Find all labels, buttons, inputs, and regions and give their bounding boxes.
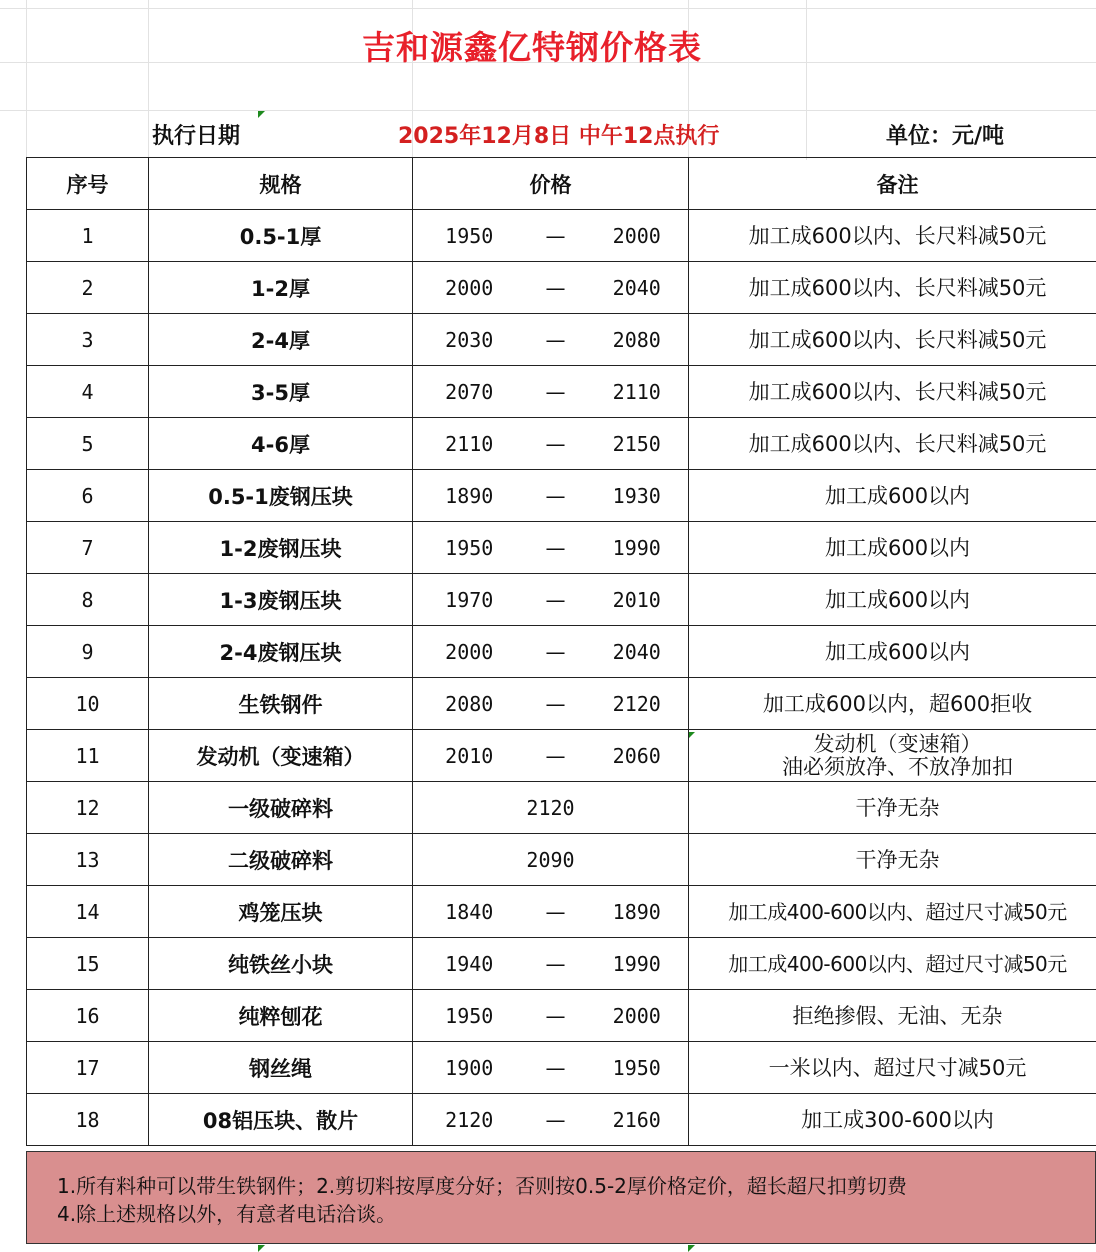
row-note: 加工成600以内 xyxy=(689,626,1096,678)
row-price-separator: — xyxy=(526,886,586,938)
table-row xyxy=(27,366,1096,418)
row-number: 6 xyxy=(27,470,149,522)
row-price-high: 2120 xyxy=(586,678,689,730)
table-row xyxy=(27,990,1096,1042)
table-row xyxy=(27,782,1096,834)
col-header-spec: 规格 xyxy=(149,158,413,210)
footnote-line-2: 4.除上述规格以外，有意者电话洽谈。 xyxy=(57,1202,397,1226)
table-row xyxy=(27,574,1096,626)
row-spec: 3-5厚 xyxy=(149,366,413,418)
row-number: 8 xyxy=(27,574,149,626)
row-note: 干净无杂 xyxy=(689,782,1096,834)
row-price-high: 2040 xyxy=(586,626,689,678)
row-price-separator: — xyxy=(526,262,586,314)
row-price-low: 1970 xyxy=(413,574,526,626)
table-row xyxy=(27,1094,1096,1146)
col-header-price: 价格 xyxy=(413,158,689,210)
row-spec: 鸡笼压块 xyxy=(149,886,413,938)
row-number: 5 xyxy=(27,418,149,470)
row-price-high: 2110 xyxy=(586,366,689,418)
row-price-separator: — xyxy=(526,1042,586,1094)
table-row xyxy=(27,886,1096,938)
row-note: 加工成600以内，超600拒收 xyxy=(689,678,1096,730)
row-note: 加工成600以内、长尺料减50元 xyxy=(689,314,1096,366)
unit-label: 单位：元/吨 xyxy=(886,124,1005,149)
table-row xyxy=(27,626,1096,678)
row-spec: 1-2厚 xyxy=(149,262,413,314)
row-spec: 1-3废钢压块 xyxy=(149,574,413,626)
grid-line xyxy=(0,110,1096,111)
table-row xyxy=(27,418,1096,470)
row-number: 11 xyxy=(27,730,149,782)
row-number: 15 xyxy=(27,938,149,990)
comment-marker-icon xyxy=(258,1245,265,1252)
row-price-high: 2150 xyxy=(586,418,689,470)
row-price-separator: — xyxy=(526,314,586,366)
row-price: 2090 xyxy=(413,834,689,886)
row-spec: 钢丝绳 xyxy=(149,1042,413,1094)
row-price-low: 1890 xyxy=(413,470,526,522)
row-note: 加工成600以内 xyxy=(689,522,1096,574)
row-number: 1 xyxy=(27,210,149,262)
row-price-separator: — xyxy=(526,574,586,626)
row-note: 加工成600以内、长尺料减50元 xyxy=(689,262,1096,314)
table-row xyxy=(27,522,1096,574)
row-note xyxy=(689,730,1096,782)
table-row xyxy=(27,210,1096,262)
table-header-row xyxy=(27,158,1096,210)
row-spec: 2-4厚 xyxy=(149,314,413,366)
row-number: 14 xyxy=(27,886,149,938)
row-price-high: 1930 xyxy=(586,470,689,522)
row-price-separator: — xyxy=(526,470,586,522)
sheet-title: 吉和源鑫亿特钢价格表 xyxy=(362,28,702,67)
col-header-no: 序号 xyxy=(27,158,149,210)
row-spec: 2-4废钢压块 xyxy=(149,626,413,678)
row-price-high: 1990 xyxy=(586,938,689,990)
row-price-low: 2000 xyxy=(413,626,526,678)
table-row xyxy=(27,678,1096,730)
row-spec: 二级破碎料 xyxy=(149,834,413,886)
row-spec: 纯粹刨花 xyxy=(149,990,413,1042)
row-price-low: 2080 xyxy=(413,678,526,730)
row-price-separator: — xyxy=(526,1094,586,1146)
row-price-high: 2060 xyxy=(586,730,689,782)
row-price-low: 2120 xyxy=(413,1094,526,1146)
row-spec: 4-6厚 xyxy=(149,418,413,470)
row-spec: 0.5-1厚 xyxy=(149,210,413,262)
row-spec: 发动机（变速箱） xyxy=(149,730,413,782)
row-price-low: 2110 xyxy=(413,418,526,470)
row-price-separator: — xyxy=(526,366,586,418)
row-price: 2120 xyxy=(413,782,689,834)
row-price-separator: — xyxy=(526,522,586,574)
row-number: 18 xyxy=(27,1094,149,1146)
row-number: 17 xyxy=(27,1042,149,1094)
row-note: 一米以内、超过尺寸减50元 xyxy=(689,1042,1096,1094)
row-price-separator: — xyxy=(526,678,586,730)
row-price-separator: — xyxy=(526,938,586,990)
row-number: 9 xyxy=(27,626,149,678)
row-price-high: 1950 xyxy=(586,1042,689,1094)
row-number: 10 xyxy=(27,678,149,730)
row-number: 3 xyxy=(27,314,149,366)
row-price-low: 2000 xyxy=(413,262,526,314)
table-row xyxy=(27,938,1096,990)
grid-line xyxy=(0,8,1096,9)
row-note: 加工成300-600以内 xyxy=(689,1094,1096,1146)
row-number: 2 xyxy=(27,262,149,314)
row-price-low: 1840 xyxy=(413,886,526,938)
comment-marker-icon xyxy=(688,1245,695,1252)
row-price-high: 1890 xyxy=(586,886,689,938)
row-price-separator: — xyxy=(526,210,586,262)
row-number: 13 xyxy=(27,834,149,886)
row-price-low: 1950 xyxy=(413,210,526,262)
row-price-low: 1950 xyxy=(413,522,526,574)
table-row xyxy=(27,1042,1096,1094)
row-number: 7 xyxy=(27,522,149,574)
row-spec: 生铁钢件 xyxy=(149,678,413,730)
price-table xyxy=(26,157,1096,1146)
row-price-separator: — xyxy=(526,418,586,470)
row-price-separator: — xyxy=(526,990,586,1042)
row-note: 加工成600以内、长尺料减50元 xyxy=(689,366,1096,418)
date-value: 2025年12月8日 中午12点执行 xyxy=(398,124,720,149)
row-note: 加工成600以内 xyxy=(689,574,1096,626)
row-price-high: 2160 xyxy=(586,1094,689,1146)
row-note-line-1: 发动机（变速箱） xyxy=(813,731,982,756)
row-spec: 1-2废钢压块 xyxy=(149,522,413,574)
row-price-high: 2000 xyxy=(586,990,689,1042)
row-price-high: 1990 xyxy=(586,522,689,574)
row-price-high: 2000 xyxy=(586,210,689,262)
row-number: 4 xyxy=(27,366,149,418)
row-spec: 08铝压块、散片 xyxy=(149,1094,413,1146)
row-spec: 纯铁丝小块 xyxy=(149,938,413,990)
row-note: 加工成600以内、长尺料减50元 xyxy=(689,210,1096,262)
row-price-separator: — xyxy=(526,626,586,678)
row-price-low: 1900 xyxy=(413,1042,526,1094)
date-label: 执行日期 xyxy=(152,124,241,149)
row-spec: 一级破碎料 xyxy=(149,782,413,834)
row-note-line-2: 油必须放净、不放净加扣 xyxy=(782,754,1014,779)
row-price-low: 2030 xyxy=(413,314,526,366)
table-row xyxy=(27,834,1096,886)
row-price-separator: — xyxy=(526,730,586,782)
row-note: 加工成400-600以内、超过尺寸减50元 xyxy=(689,886,1096,938)
table-row xyxy=(27,470,1096,522)
row-price-low: 1950 xyxy=(413,990,526,1042)
row-price-low: 2070 xyxy=(413,366,526,418)
row-price-high: 2040 xyxy=(586,262,689,314)
row-number: 16 xyxy=(27,990,149,1042)
table-row xyxy=(27,730,1096,782)
row-price-low: 2010 xyxy=(413,730,526,782)
row-spec: 0.5-1废钢压块 xyxy=(149,470,413,522)
footnote-line-1: 1.所有料种可以带生铁钢件；2.剪切料按厚度分好；否则按0.5-2厚价格定价，超长超尺扣剪切费 xyxy=(57,1174,907,1198)
row-price-high: 2080 xyxy=(586,314,689,366)
row-price-high: 2010 xyxy=(586,574,689,626)
row-note: 干净无杂 xyxy=(689,834,1096,886)
row-note: 加工成400-600以内、超过尺寸减50元 xyxy=(689,938,1096,990)
comment-marker-icon xyxy=(258,111,265,118)
row-note: 拒绝掺假、无油、无杂 xyxy=(689,990,1096,1042)
table-row xyxy=(27,314,1096,366)
col-header-note: 备注 xyxy=(689,158,1096,210)
row-note: 加工成600以内 xyxy=(689,470,1096,522)
row-price-low: 1940 xyxy=(413,938,526,990)
row-number: 12 xyxy=(27,782,149,834)
footnote-box xyxy=(26,1151,1096,1244)
row-note: 加工成600以内、长尺料减50元 xyxy=(689,418,1096,470)
table-row xyxy=(27,262,1096,314)
